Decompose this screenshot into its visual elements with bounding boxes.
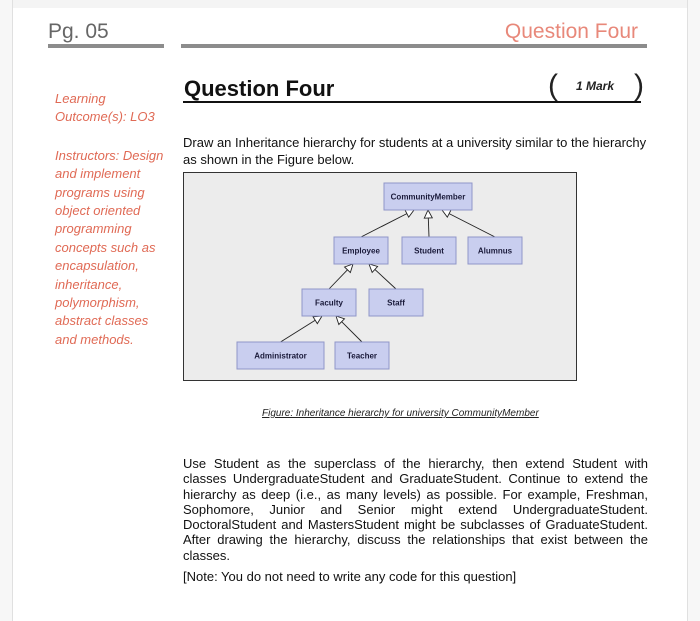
inheritance-arrowhead-employee — [405, 210, 414, 217]
header-question-label: Question Four — [504, 20, 638, 43]
bracket-left: ( — [548, 69, 558, 102]
page-left-edge — [0, 0, 13, 621]
figure-caption: Figure: Inheritance hierarchy for university CommunityMember — [262, 408, 539, 419]
bracket-right: ) — [634, 69, 644, 102]
instructors-note: Instructors: Design and implement programs using object oriented programming concepts such as encapsulation, inheritance, polymorphism, abstract classes and methods. — [55, 147, 164, 347]
header-right-rule — [181, 44, 647, 48]
page-right-edge — [687, 0, 700, 621]
inheritance-line-staff-to-employee — [375, 269, 396, 289]
inheritance-figure — [183, 172, 577, 381]
header-left-rule — [48, 44, 164, 48]
sidebar — [55, 90, 167, 349]
class-label-staff: Staff — [387, 298, 405, 308]
page-number: Pg. 05 — [48, 20, 109, 43]
question-intro: Draw an Inheritance hierarchy for students at a university similar to the hierarchy as shown in the Figure below. — [183, 135, 647, 167]
class-boxes — [237, 183, 522, 369]
inheritance-line-faculty-to-employee — [329, 270, 347, 289]
mark-badge — [548, 69, 644, 102]
class-label-teacher: Teacher — [346, 351, 378, 361]
class-label-faculty: Faculty — [314, 298, 344, 308]
inheritance-arrowhead-student — [424, 210, 432, 218]
inheritance-arrowhead-administrator — [313, 316, 322, 324]
question-title: Question Four — [184, 76, 335, 101]
inheritance-line-administrator-to-faculty — [281, 320, 316, 342]
inheritance-line-teacher-to-faculty — [342, 322, 362, 342]
class-label-community-member: CommunityMember — [390, 192, 466, 202]
inheritance-line-alumnus-to-community_member — [449, 214, 495, 237]
question-note: [Note: You do not need to write any code for this question] — [183, 569, 517, 584]
inheritance-line-student-to-community_member — [428, 218, 429, 237]
inheritance-arrows — [281, 210, 496, 342]
inheritance-arrowhead-alumnus — [442, 210, 451, 217]
mark-value: 1 Mark — [576, 79, 615, 93]
hierarchy-diagram — [184, 173, 576, 380]
inheritance-line-employee-to-community_member — [361, 214, 407, 237]
class-label-employee: Employee — [342, 246, 380, 256]
question-body: Use Student as the superclass of the hierarchy, then extend Student with classes UndergraduateStudent and GraduateStudent. Continue to extend the hierarchy as deep (i.e., as many levels) as possible. For example, Freshman, Sophomore, Junior and Senior might extend UndergraduateStudent. DoctoralStudent and MastersStudent might be subclasses of GraduateStudent. After drawing the hierarchy, discuss the relationships that exist between the classes. — [183, 456, 648, 563]
class-label-administrator: Administrator — [254, 351, 307, 361]
page-top-edge — [0, 0, 700, 8]
learning-outcome: Learning Outcome(s): LO3 — [55, 91, 155, 125]
class-label-alumnus: Alumnus — [477, 246, 513, 256]
class-label-student: Student — [414, 246, 444, 256]
